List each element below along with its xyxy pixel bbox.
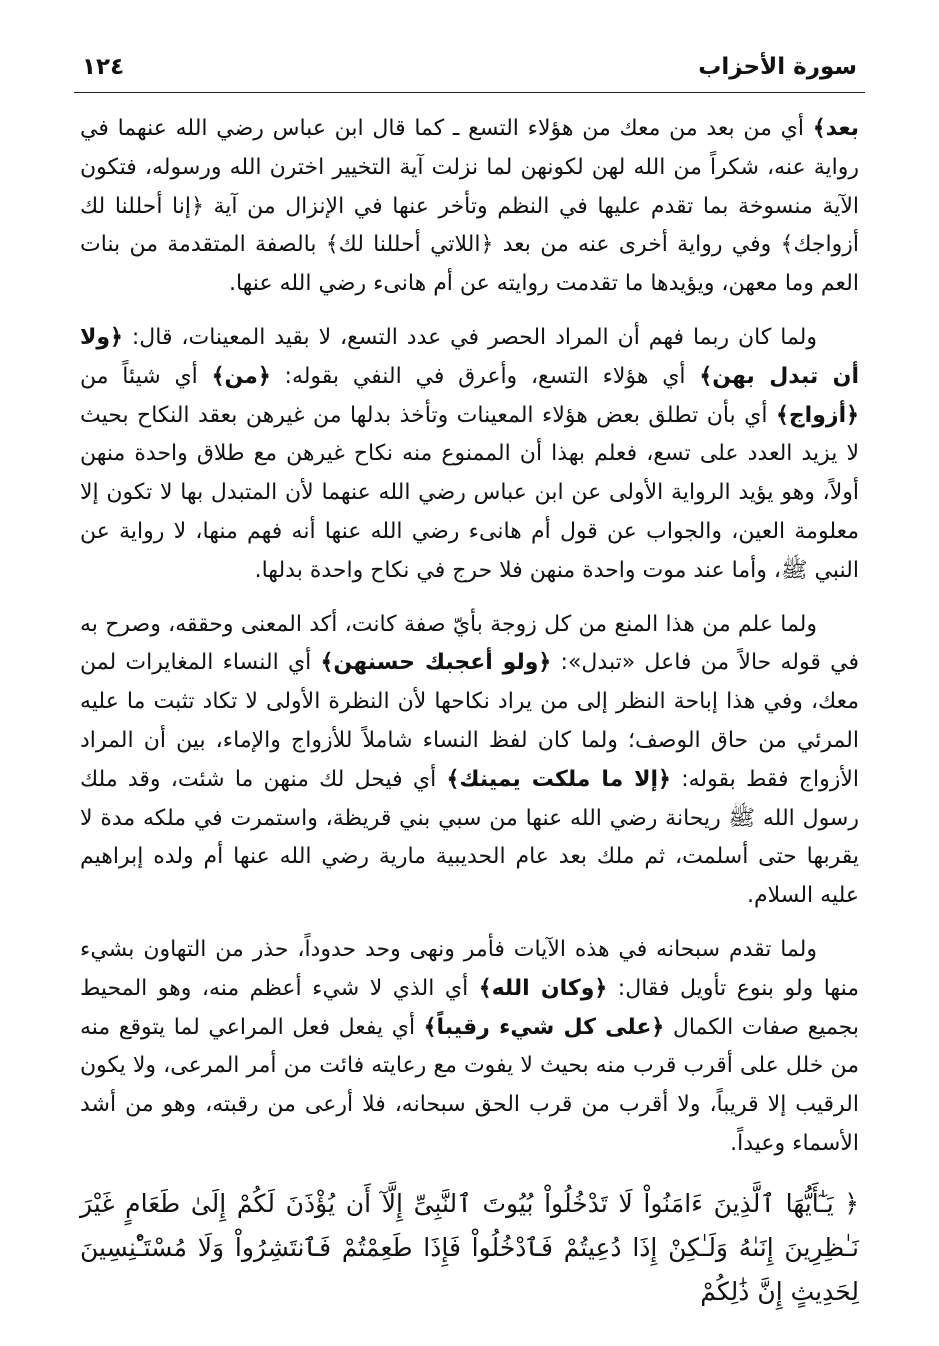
quote-min: ﴿من﴾ — [211, 363, 271, 389]
commentary-text — [80, 110, 859, 1179]
paragraph-3: ولما علم من هذا المنع من كل زوجة بأيّ صفة كانت، أكد المعنى وحققه، وصرح به في قوله حالاً من فاعل «تبدل»: ﴿ولو أعجبك حسنهن﴾ أي النساء المغايرات لمن معك، وفي هذا إباحة النظر إلى من يراد نكاحها لأن النظرة الأولى لا تكاد تثبت ما عليه المرئي من حاق الوصف؛ ولما كان لفظ النساء شاملاً للأزواج والإماء، بين أن المراد الأزواج فقط بقوله: ﴿إلا ما ملكت يمينك﴾ أي فيحل لك منهن ما شئت، وقد ملك رسول الله ﷺ ريحانة رضي الله عنها من سبي بني قريظة، واستمرت في ملكه مدة لا يقربها حتى أسلمت، ثم ملك بعد عام الحديبية مارية رضي الله عنها أم ولده إبراهيم عليه السلام. — [80, 611, 859, 909]
surah-title: سورة الأحزاب — [698, 54, 857, 80]
quote-raqiba: ﴿على كل شيء رقيباً﴾ — [423, 1014, 665, 1040]
paragraph-4: ولما تقدم سبحانه في هذه الآيات فأمر ونهى وحد حدوداً، حذر من التهاون بشيء منها ولو بنوع تأويل فقال: ﴿وكان الله﴾ أي الذي لا شيء أعظم منه، وهو المحيط بجميع صفات الكمال ﴿على كل شيء رقيباً﴾ أي يفعل فعل المراعي لما يتوقع منه من خلل على أقرب قرب منه بحيث لا يفوت مع رعايته فائت من أمر المرعى، ولا يكون الرقيب إلا قريباً، ولا أقرب من قرب الحق سبحانه، فلا أرعى من رقبته، وهو من أشد الأسماء وعيداً. — [80, 936, 859, 1156]
quote-wa-kana-allah: ﴿وكان الله﴾ — [478, 975, 608, 1001]
page-header — [74, 52, 865, 93]
quote-walaw-a-jabak: ﴿ولو أعجبك حسنهن﴾ — [320, 650, 552, 676]
quote-wala-an-tabaddal: ﴿ولا أن تبدل بهن﴾ — [80, 324, 859, 389]
paragraph-2: ولما كان ربما فهم أن المراد الحصر في عدد التسع، لا بقيد المعينات، قال: ﴿ولا أن تبدل بهن﴾ أي هؤلاء التسع، وأعرق في النفي بقوله: ﴿من﴾ أي شيئاً من ﴿أزواج﴾ أي بأن تطلق بعض هؤلاء المعينات وتأخذ بدلها من غيرهن بعقد النكاح بحيث لا يزيد العدد على تسع، فعلم بهذا أن الممنوع منه نكاح غيرهن مع طلاق واحدة منهن أولاً، وهو يؤيد الرواية الأولى عن ابن عباس رضي الله عنهما لأن المتبدل بها لا تكون إلا معلومة العين، والجواب عن قول أم هانىء رضي الله عنها أنه فهم منها، لا رواية عن النبي ﷺ، وأما عند موت واحدة منهن فلا حرج في نكاح واحدة بدلها. — [80, 324, 859, 583]
paragraph-1: بعد﴾ أي من بعد من معك من هؤلاء التسع ـ كما قال ابن عباس رضي الله عنهما في رواية عنه، شكراً من الله لهن لكونهن لما نزلت آية التخيير اخترن الله ورسوله، فتكون الآية منسوخة بما تقدم عليها في النظم وتأخر عنها في الإنزال من آية ﴿إنا أحللنا لك أزواجك﴾ وفي رواية أخرى عنه من بعد ﴿اللاتي أحللنا لك﴾ بالصفة المتقدمة من بنات العم وما معهن، ويؤيدها ما تقدمت روايته عن أم هانىء رضي الله عنها. — [80, 116, 859, 297]
page-number: ١٢٤ — [82, 54, 125, 80]
quote-illa-ma-malakat: ﴿إلا ما ملكت يمينك﴾ — [446, 766, 671, 792]
quote-azwaj: ﴿أزواج﴾ — [775, 402, 859, 428]
quote-ba-d: بعد﴾ — [812, 116, 859, 141]
quran-verse: ﴿ يَـٰٓأَيُّهَا ٱلَّذِينَ ءَامَنُواْ لَا تَدْخُلُواْ بُيُوتَ ٱلنَّبِىِّ إِلَّآ أَن يُؤْذَنَ لَكُمْ إِلَىٰ طَعَامٍ غَيْرَ نَـٰظِرِينَ إِنَىٰهُ وَلَـٰكِنْ إِذَا دُعِيتُمْ فَٱدْخُلُواْ فَإِذَا طَعِمْتُمْ فَٱنتَشِرُواْ وَلَا مُسْتَـْٔنِسِينَ لِحَدِيثٍ إِنَّ ذَٰلِكُمْ — [80, 1189, 859, 1306]
